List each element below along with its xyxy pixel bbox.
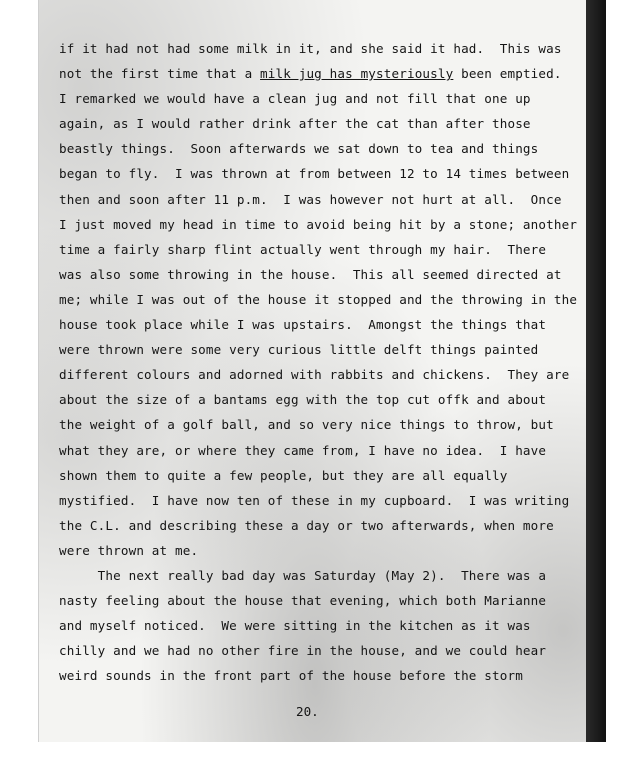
text-line: and myself noticed. We were sitting in the kitchen as it was <box>59 618 531 634</box>
text-line: I just moved my head in time to avoid being hit by a stone; another <box>59 216 578 232</box>
text-line: the C.L. and describing these a day or two afterwards, when more <box>59 517 554 533</box>
text-line: began to fly. I was thrown at from between 12 to 14 times between <box>59 166 570 182</box>
text-line: weird sounds in the front part of the house before the storm <box>59 668 523 684</box>
text-line-start: not the first time that a <box>59 66 261 82</box>
text-line: shown them to quite a few people, but they are all equally <box>59 467 508 483</box>
text-line: the weight of a golf ball, and so very nice things to throw, but <box>59 417 554 433</box>
text-line <box>59 61 581 86</box>
text-line: about the size of a bantams egg with the top cut offk and about <box>59 392 547 408</box>
text-line: nasty feeling about the house that evening, which both Marianne <box>59 593 547 609</box>
text-line: were thrown were some very curious little delft things painted <box>59 342 539 358</box>
typewritten-body <box>59 36 581 688</box>
text-line: what they are, or where they came from, I have no idea. I have <box>59 442 547 458</box>
text-line: beastly things. Soon afterwards we sat down to tea and things <box>59 141 539 157</box>
text-line: me; while I was out of the house it stopped and the throwing in the <box>59 291 578 307</box>
text-line: chilly and we had no other fire in the house, and we could hear <box>59 643 547 659</box>
text-line: house took place while I was upstairs. Amongst the things that <box>59 317 547 333</box>
text-line: if it had not had some milk in it, and she said it had. This was <box>59 41 562 56</box>
text-line: was also some throwing in the house. This all seemed directed at <box>59 266 562 282</box>
underlined-phrase: milk jug has mysteriously <box>260 66 454 82</box>
page-number: 20. <box>296 704 319 719</box>
text-line: were thrown at me. <box>59 542 199 558</box>
text-line: I remarked we would have a clean jug and not fill that one up <box>59 91 531 107</box>
text-line: The next really bad day was Saturday (May 2). There was a <box>59 567 547 583</box>
text-line: different colours and adorned with rabbits and chickens. They are <box>59 367 570 383</box>
text-line: again, as I would rather drink after the cat than after those <box>59 116 531 132</box>
text-line: mystified. I have now ten of these in my cupboard. I was writing <box>59 492 570 508</box>
scanner-edge <box>586 0 606 742</box>
text-line-end: been emptied. <box>453 66 562 82</box>
text-line: time a fairly sharp flint actually went through my hair. There <box>59 241 547 257</box>
text-line: then and soon after 11 p.m. I was however not hurt at all. Once <box>59 191 562 207</box>
